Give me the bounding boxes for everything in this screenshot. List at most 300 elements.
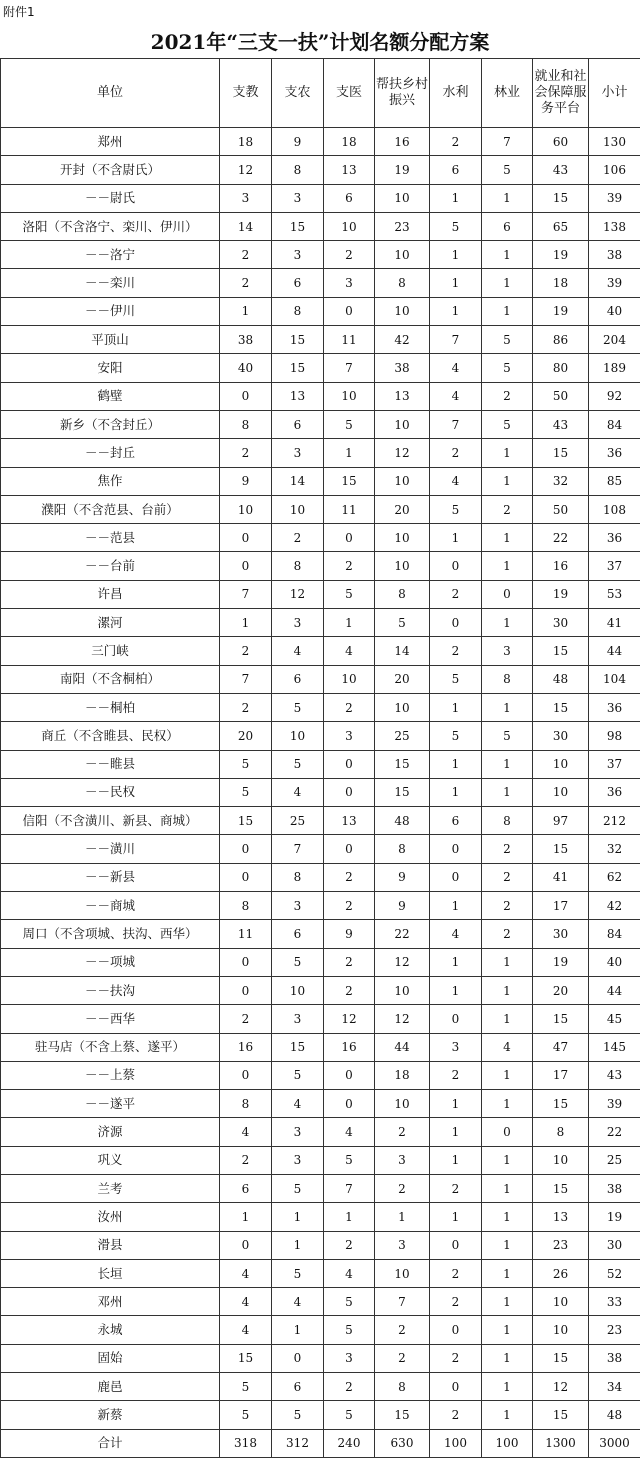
table-row	[1, 1288, 640, 1316]
cell-forestry: 1	[482, 439, 533, 467]
cell-subtotal: 39	[589, 1090, 640, 1118]
cell-agriculture: 3	[272, 184, 324, 212]
cell-water: 1	[430, 1090, 482, 1118]
cell-subtotal: 53	[589, 580, 640, 608]
cell-medical: 2	[324, 1231, 375, 1259]
table-row	[1, 467, 640, 495]
cell-medical: 7	[324, 354, 375, 382]
table-row	[1, 863, 640, 891]
cell-water: 1	[430, 184, 482, 212]
cell-medical: 1	[324, 439, 375, 467]
cell-employment-platform: 30	[533, 609, 589, 637]
header-agriculture: 支农	[272, 59, 324, 128]
cell-water: 6	[430, 807, 482, 835]
cell-medical: 2	[324, 892, 375, 920]
cell-medical: 9	[324, 920, 375, 948]
cell-water: 1	[430, 297, 482, 325]
cell-subtotal: 30	[589, 1231, 640, 1259]
cell-medical: 3	[324, 1344, 375, 1372]
cell-water: 4	[430, 382, 482, 410]
cell-employment-platform: 10	[533, 1316, 589, 1344]
cell-water: 1	[430, 948, 482, 976]
cell-forestry: 2	[482, 835, 533, 863]
cell-water: 1	[430, 750, 482, 778]
cell-subtotal: 38	[589, 1174, 640, 1202]
cell-medical: 0	[324, 835, 375, 863]
cell-employment-platform: 50	[533, 382, 589, 410]
cell-water: 2	[430, 128, 482, 156]
cell-subtotal: 36	[589, 778, 640, 806]
cell-medical: 240	[324, 1429, 375, 1457]
cell-rural-revitalization: 38	[375, 354, 430, 382]
cell-forestry: 5	[482, 410, 533, 438]
cell-employment-platform: 15	[533, 1174, 589, 1202]
cell-rural-revitalization: 9	[375, 863, 430, 891]
cell-unit: －－尉氏	[1, 184, 220, 212]
cell-employment-platform: 10	[533, 750, 589, 778]
cell-agriculture: 3	[272, 609, 324, 637]
cell-employment-platform: 15	[533, 184, 589, 212]
cell-subtotal: 23	[589, 1316, 640, 1344]
cell-medical: 7	[324, 1174, 375, 1202]
cell-medical: 5	[324, 1146, 375, 1174]
cell-medical: 2	[324, 693, 375, 721]
cell-medical: 4	[324, 1118, 375, 1146]
cell-unit: 兰考	[1, 1174, 220, 1202]
cell-employment-platform: 47	[533, 1033, 589, 1061]
cell-agriculture: 8	[272, 552, 324, 580]
cell-teaching: 0	[220, 1231, 272, 1259]
cell-medical: 10	[324, 665, 375, 693]
table-row	[1, 326, 640, 354]
table-row	[1, 1090, 640, 1118]
cell-teaching: 0	[220, 1061, 272, 1089]
cell-forestry: 2	[482, 892, 533, 920]
cell-unit: －－潢川	[1, 835, 220, 863]
cell-teaching: 5	[220, 750, 272, 778]
cell-teaching: 38	[220, 326, 272, 354]
cell-subtotal: 204	[589, 326, 640, 354]
cell-teaching: 0	[220, 382, 272, 410]
cell-medical: 13	[324, 156, 375, 184]
cell-agriculture: 15	[272, 1033, 324, 1061]
cell-agriculture: 312	[272, 1429, 324, 1457]
cell-rural-revitalization: 19	[375, 156, 430, 184]
cell-agriculture: 10	[272, 495, 324, 523]
cell-teaching: 2	[220, 1146, 272, 1174]
table-row	[1, 241, 640, 269]
table-row	[1, 1401, 640, 1429]
cell-agriculture: 10	[272, 976, 324, 1004]
header-water: 水利	[430, 59, 482, 128]
cell-teaching: 18	[220, 128, 272, 156]
cell-water: 2	[430, 1061, 482, 1089]
cell-employment-platform: 48	[533, 665, 589, 693]
cell-unit: 开封（不含尉氏）	[1, 156, 220, 184]
cell-agriculture: 9	[272, 128, 324, 156]
cell-agriculture: 5	[272, 693, 324, 721]
cell-agriculture: 4	[272, 778, 324, 806]
cell-water: 0	[430, 609, 482, 637]
cell-agriculture: 7	[272, 835, 324, 863]
cell-employment-platform: 65	[533, 212, 589, 240]
cell-forestry: 8	[482, 665, 533, 693]
cell-agriculture: 4	[272, 1090, 324, 1118]
cell-medical: 4	[324, 1259, 375, 1287]
table-row	[1, 410, 640, 438]
cell-rural-revitalization: 3	[375, 1231, 430, 1259]
cell-subtotal: 38	[589, 1344, 640, 1372]
cell-rural-revitalization: 10	[375, 693, 430, 721]
cell-rural-revitalization: 10	[375, 297, 430, 325]
cell-agriculture: 4	[272, 1288, 324, 1316]
cell-unit: －－封丘	[1, 439, 220, 467]
table-row	[1, 495, 640, 523]
cell-medical: 4	[324, 637, 375, 665]
cell-subtotal: 32	[589, 835, 640, 863]
cell-medical: 2	[324, 241, 375, 269]
cell-subtotal: 84	[589, 920, 640, 948]
cell-rural-revitalization: 10	[375, 467, 430, 495]
table-body	[1, 128, 640, 1458]
cell-water: 1	[430, 693, 482, 721]
cell-forestry: 1	[482, 976, 533, 1004]
table-row	[1, 637, 640, 665]
header-rural-revitalization: 帮扶乡村振兴	[375, 59, 430, 128]
cell-unit: －－扶沟	[1, 976, 220, 1004]
cell-forestry: 5	[482, 722, 533, 750]
cell-subtotal: 42	[589, 892, 640, 920]
header-teaching: 支教	[220, 59, 272, 128]
cell-forestry: 1	[482, 1344, 533, 1372]
cell-water: 0	[430, 552, 482, 580]
cell-teaching: 6	[220, 1174, 272, 1202]
cell-subtotal: 36	[589, 524, 640, 552]
cell-teaching: 2	[220, 241, 272, 269]
cell-employment-platform: 97	[533, 807, 589, 835]
cell-forestry: 1	[482, 750, 533, 778]
cell-water: 5	[430, 722, 482, 750]
cell-subtotal: 39	[589, 184, 640, 212]
cell-medical: 16	[324, 1033, 375, 1061]
table-row	[1, 156, 640, 184]
cell-rural-revitalization: 12	[375, 1005, 430, 1033]
cell-subtotal: 38	[589, 241, 640, 269]
cell-rural-revitalization: 10	[375, 241, 430, 269]
cell-water: 6	[430, 156, 482, 184]
cell-agriculture: 10	[272, 722, 324, 750]
table-row	[1, 609, 640, 637]
cell-forestry: 3	[482, 637, 533, 665]
cell-medical: 0	[324, 1061, 375, 1089]
cell-unit: 洛阳（不含洛宁、栾川、伊川）	[1, 212, 220, 240]
cell-teaching: 318	[220, 1429, 272, 1457]
cell-water: 0	[430, 1316, 482, 1344]
cell-forestry: 1	[482, 1288, 533, 1316]
table-row	[1, 1231, 640, 1259]
cell-teaching: 1	[220, 609, 272, 637]
table-row	[1, 976, 640, 1004]
cell-forestry: 1	[482, 1373, 533, 1401]
table-row	[1, 722, 640, 750]
cell-employment-platform: 50	[533, 495, 589, 523]
total-row	[1, 1429, 640, 1457]
cell-employment-platform: 30	[533, 722, 589, 750]
cell-agriculture: 13	[272, 382, 324, 410]
cell-unit: －－遂平	[1, 1090, 220, 1118]
table-row	[1, 524, 640, 552]
cell-employment-platform: 23	[533, 1231, 589, 1259]
cell-employment-platform: 17	[533, 892, 589, 920]
cell-teaching: 7	[220, 665, 272, 693]
table-row	[1, 580, 640, 608]
table-row	[1, 1174, 640, 1202]
table-row	[1, 439, 640, 467]
cell-teaching: 4	[220, 1118, 272, 1146]
cell-forestry: 1	[482, 269, 533, 297]
cell-teaching: 15	[220, 807, 272, 835]
cell-agriculture: 5	[272, 1061, 324, 1089]
cell-forestry: 1	[482, 948, 533, 976]
cell-unit: 巩义	[1, 1146, 220, 1174]
cell-subtotal: 40	[589, 297, 640, 325]
cell-agriculture: 6	[272, 269, 324, 297]
cell-rural-revitalization: 8	[375, 835, 430, 863]
cell-teaching: 20	[220, 722, 272, 750]
cell-water: 1	[430, 1118, 482, 1146]
cell-medical: 2	[324, 976, 375, 1004]
cell-teaching: 4	[220, 1316, 272, 1344]
cell-forestry: 1	[482, 1231, 533, 1259]
table-row	[1, 807, 640, 835]
cell-water: 1	[430, 524, 482, 552]
cell-teaching: 0	[220, 835, 272, 863]
cell-employment-platform: 15	[533, 835, 589, 863]
cell-teaching: 12	[220, 156, 272, 184]
cell-teaching: 0	[220, 863, 272, 891]
cell-medical: 0	[324, 778, 375, 806]
cell-agriculture: 8	[272, 297, 324, 325]
cell-teaching: 9	[220, 467, 272, 495]
cell-subtotal: 84	[589, 410, 640, 438]
cell-medical: 11	[324, 495, 375, 523]
cell-employment-platform: 86	[533, 326, 589, 354]
cell-unit: 固始	[1, 1344, 220, 1372]
cell-medical: 5	[324, 1401, 375, 1429]
cell-employment-platform: 41	[533, 863, 589, 891]
cell-employment-platform: 60	[533, 128, 589, 156]
cell-teaching: 7	[220, 580, 272, 608]
cell-forestry: 1	[482, 1316, 533, 1344]
cell-subtotal: 3000	[589, 1429, 640, 1457]
cell-forestry: 0	[482, 580, 533, 608]
cell-unit: 永城	[1, 1316, 220, 1344]
attachment-label: 附件1	[3, 4, 35, 20]
cell-agriculture: 1	[272, 1231, 324, 1259]
cell-medical: 0	[324, 1090, 375, 1118]
cell-subtotal: 98	[589, 722, 640, 750]
cell-unit: 安阳	[1, 354, 220, 382]
cell-teaching: 3	[220, 184, 272, 212]
cell-water: 2	[430, 1174, 482, 1202]
cell-forestry: 1	[482, 1174, 533, 1202]
cell-forestry: 1	[482, 552, 533, 580]
cell-water: 1	[430, 1203, 482, 1231]
cell-subtotal: 41	[589, 609, 640, 637]
cell-teaching: 5	[220, 1401, 272, 1429]
cell-water: 3	[430, 1033, 482, 1061]
cell-unit: －－伊川	[1, 297, 220, 325]
cell-teaching: 14	[220, 212, 272, 240]
cell-unit: －－范县	[1, 524, 220, 552]
cell-subtotal: 212	[589, 807, 640, 835]
cell-subtotal: 37	[589, 750, 640, 778]
cell-rural-revitalization: 10	[375, 976, 430, 1004]
cell-subtotal: 44	[589, 976, 640, 1004]
cell-rural-revitalization: 25	[375, 722, 430, 750]
cell-forestry: 1	[482, 1005, 533, 1033]
cell-forestry: 8	[482, 807, 533, 835]
cell-unit: －－睢县	[1, 750, 220, 778]
cell-employment-platform: 22	[533, 524, 589, 552]
cell-subtotal: 36	[589, 439, 640, 467]
cell-rural-revitalization: 1	[375, 1203, 430, 1231]
cell-subtotal: 40	[589, 948, 640, 976]
cell-agriculture: 3	[272, 892, 324, 920]
table-row	[1, 1259, 640, 1287]
cell-forestry: 1	[482, 184, 533, 212]
cell-water: 0	[430, 863, 482, 891]
table-row	[1, 920, 640, 948]
cell-rural-revitalization: 8	[375, 1373, 430, 1401]
cell-subtotal: 189	[589, 354, 640, 382]
cell-teaching: 16	[220, 1033, 272, 1061]
cell-employment-platform: 19	[533, 948, 589, 976]
cell-subtotal: 19	[589, 1203, 640, 1231]
cell-subtotal: 33	[589, 1288, 640, 1316]
cell-water: 4	[430, 354, 482, 382]
cell-unit: 信阳（不含潢川、新县、商城）	[1, 807, 220, 835]
header-unit: 单位	[1, 59, 220, 128]
cell-employment-platform: 17	[533, 1061, 589, 1089]
cell-employment-platform: 20	[533, 976, 589, 1004]
cell-rural-revitalization: 20	[375, 665, 430, 693]
table-row	[1, 693, 640, 721]
table-row	[1, 552, 640, 580]
cell-medical: 1	[324, 609, 375, 637]
cell-forestry: 1	[482, 778, 533, 806]
cell-forestry: 5	[482, 156, 533, 184]
header-forestry: 林业	[482, 59, 533, 128]
cell-employment-platform: 10	[533, 1288, 589, 1316]
cell-teaching: 40	[220, 354, 272, 382]
table-row	[1, 382, 640, 410]
cell-teaching: 2	[220, 1005, 272, 1033]
cell-subtotal: 108	[589, 495, 640, 523]
cell-agriculture: 3	[272, 1146, 324, 1174]
table-row	[1, 1033, 640, 1061]
cell-water: 2	[430, 1344, 482, 1372]
cell-subtotal: 104	[589, 665, 640, 693]
cell-forestry: 1	[482, 1090, 533, 1118]
cell-medical: 0	[324, 297, 375, 325]
cell-agriculture: 15	[272, 326, 324, 354]
cell-teaching: 10	[220, 495, 272, 523]
cell-agriculture: 6	[272, 665, 324, 693]
cell-agriculture: 3	[272, 1118, 324, 1146]
table-row	[1, 269, 640, 297]
cell-rural-revitalization: 2	[375, 1174, 430, 1202]
cell-rural-revitalization: 42	[375, 326, 430, 354]
cell-employment-platform: 15	[533, 1090, 589, 1118]
table-row	[1, 128, 640, 156]
cell-water: 2	[430, 637, 482, 665]
cell-rural-revitalization: 8	[375, 269, 430, 297]
table-row	[1, 1373, 640, 1401]
cell-medical: 2	[324, 948, 375, 976]
cell-unit: 鹿邑	[1, 1373, 220, 1401]
cell-agriculture: 8	[272, 863, 324, 891]
cell-rural-revitalization: 15	[375, 778, 430, 806]
cell-forestry: 2	[482, 863, 533, 891]
cell-subtotal: 36	[589, 693, 640, 721]
cell-subtotal: 106	[589, 156, 640, 184]
cell-rural-revitalization: 22	[375, 920, 430, 948]
table-row	[1, 948, 640, 976]
cell-forestry: 1	[482, 1259, 533, 1287]
cell-unit: 周口（不含项城、扶沟、西华）	[1, 920, 220, 948]
cell-agriculture: 4	[272, 637, 324, 665]
cell-subtotal: 62	[589, 863, 640, 891]
table-row	[1, 1344, 640, 1372]
cell-teaching: 15	[220, 1344, 272, 1372]
cell-subtotal: 52	[589, 1259, 640, 1287]
cell-teaching: 5	[220, 1373, 272, 1401]
cell-unit: 合计	[1, 1429, 220, 1457]
cell-water: 4	[430, 920, 482, 948]
cell-agriculture: 5	[272, 1259, 324, 1287]
cell-unit: 焦作	[1, 467, 220, 495]
cell-medical: 5	[324, 410, 375, 438]
cell-water: 2	[430, 1401, 482, 1429]
cell-teaching: 11	[220, 920, 272, 948]
cell-unit: 驻马店（不含上蔡、遂平）	[1, 1033, 220, 1061]
cell-forestry: 2	[482, 920, 533, 948]
cell-agriculture: 5	[272, 948, 324, 976]
cell-agriculture: 8	[272, 156, 324, 184]
cell-medical: 2	[324, 1373, 375, 1401]
cell-rural-revitalization: 2	[375, 1344, 430, 1372]
cell-rural-revitalization: 44	[375, 1033, 430, 1061]
cell-subtotal: 45	[589, 1005, 640, 1033]
table-row	[1, 212, 640, 240]
cell-water: 2	[430, 1259, 482, 1287]
cell-unit: 济源	[1, 1118, 220, 1146]
cell-unit: －－上蔡	[1, 1061, 220, 1089]
cell-teaching: 0	[220, 524, 272, 552]
cell-agriculture: 3	[272, 439, 324, 467]
cell-rural-revitalization: 12	[375, 439, 430, 467]
cell-rural-revitalization: 15	[375, 1401, 430, 1429]
cell-water: 2	[430, 580, 482, 608]
cell-unit: －－洛宁	[1, 241, 220, 269]
cell-medical: 5	[324, 580, 375, 608]
cell-employment-platform: 15	[533, 1401, 589, 1429]
cell-agriculture: 14	[272, 467, 324, 495]
cell-forestry: 1	[482, 524, 533, 552]
cell-subtotal: 25	[589, 1146, 640, 1174]
cell-teaching: 4	[220, 1259, 272, 1287]
